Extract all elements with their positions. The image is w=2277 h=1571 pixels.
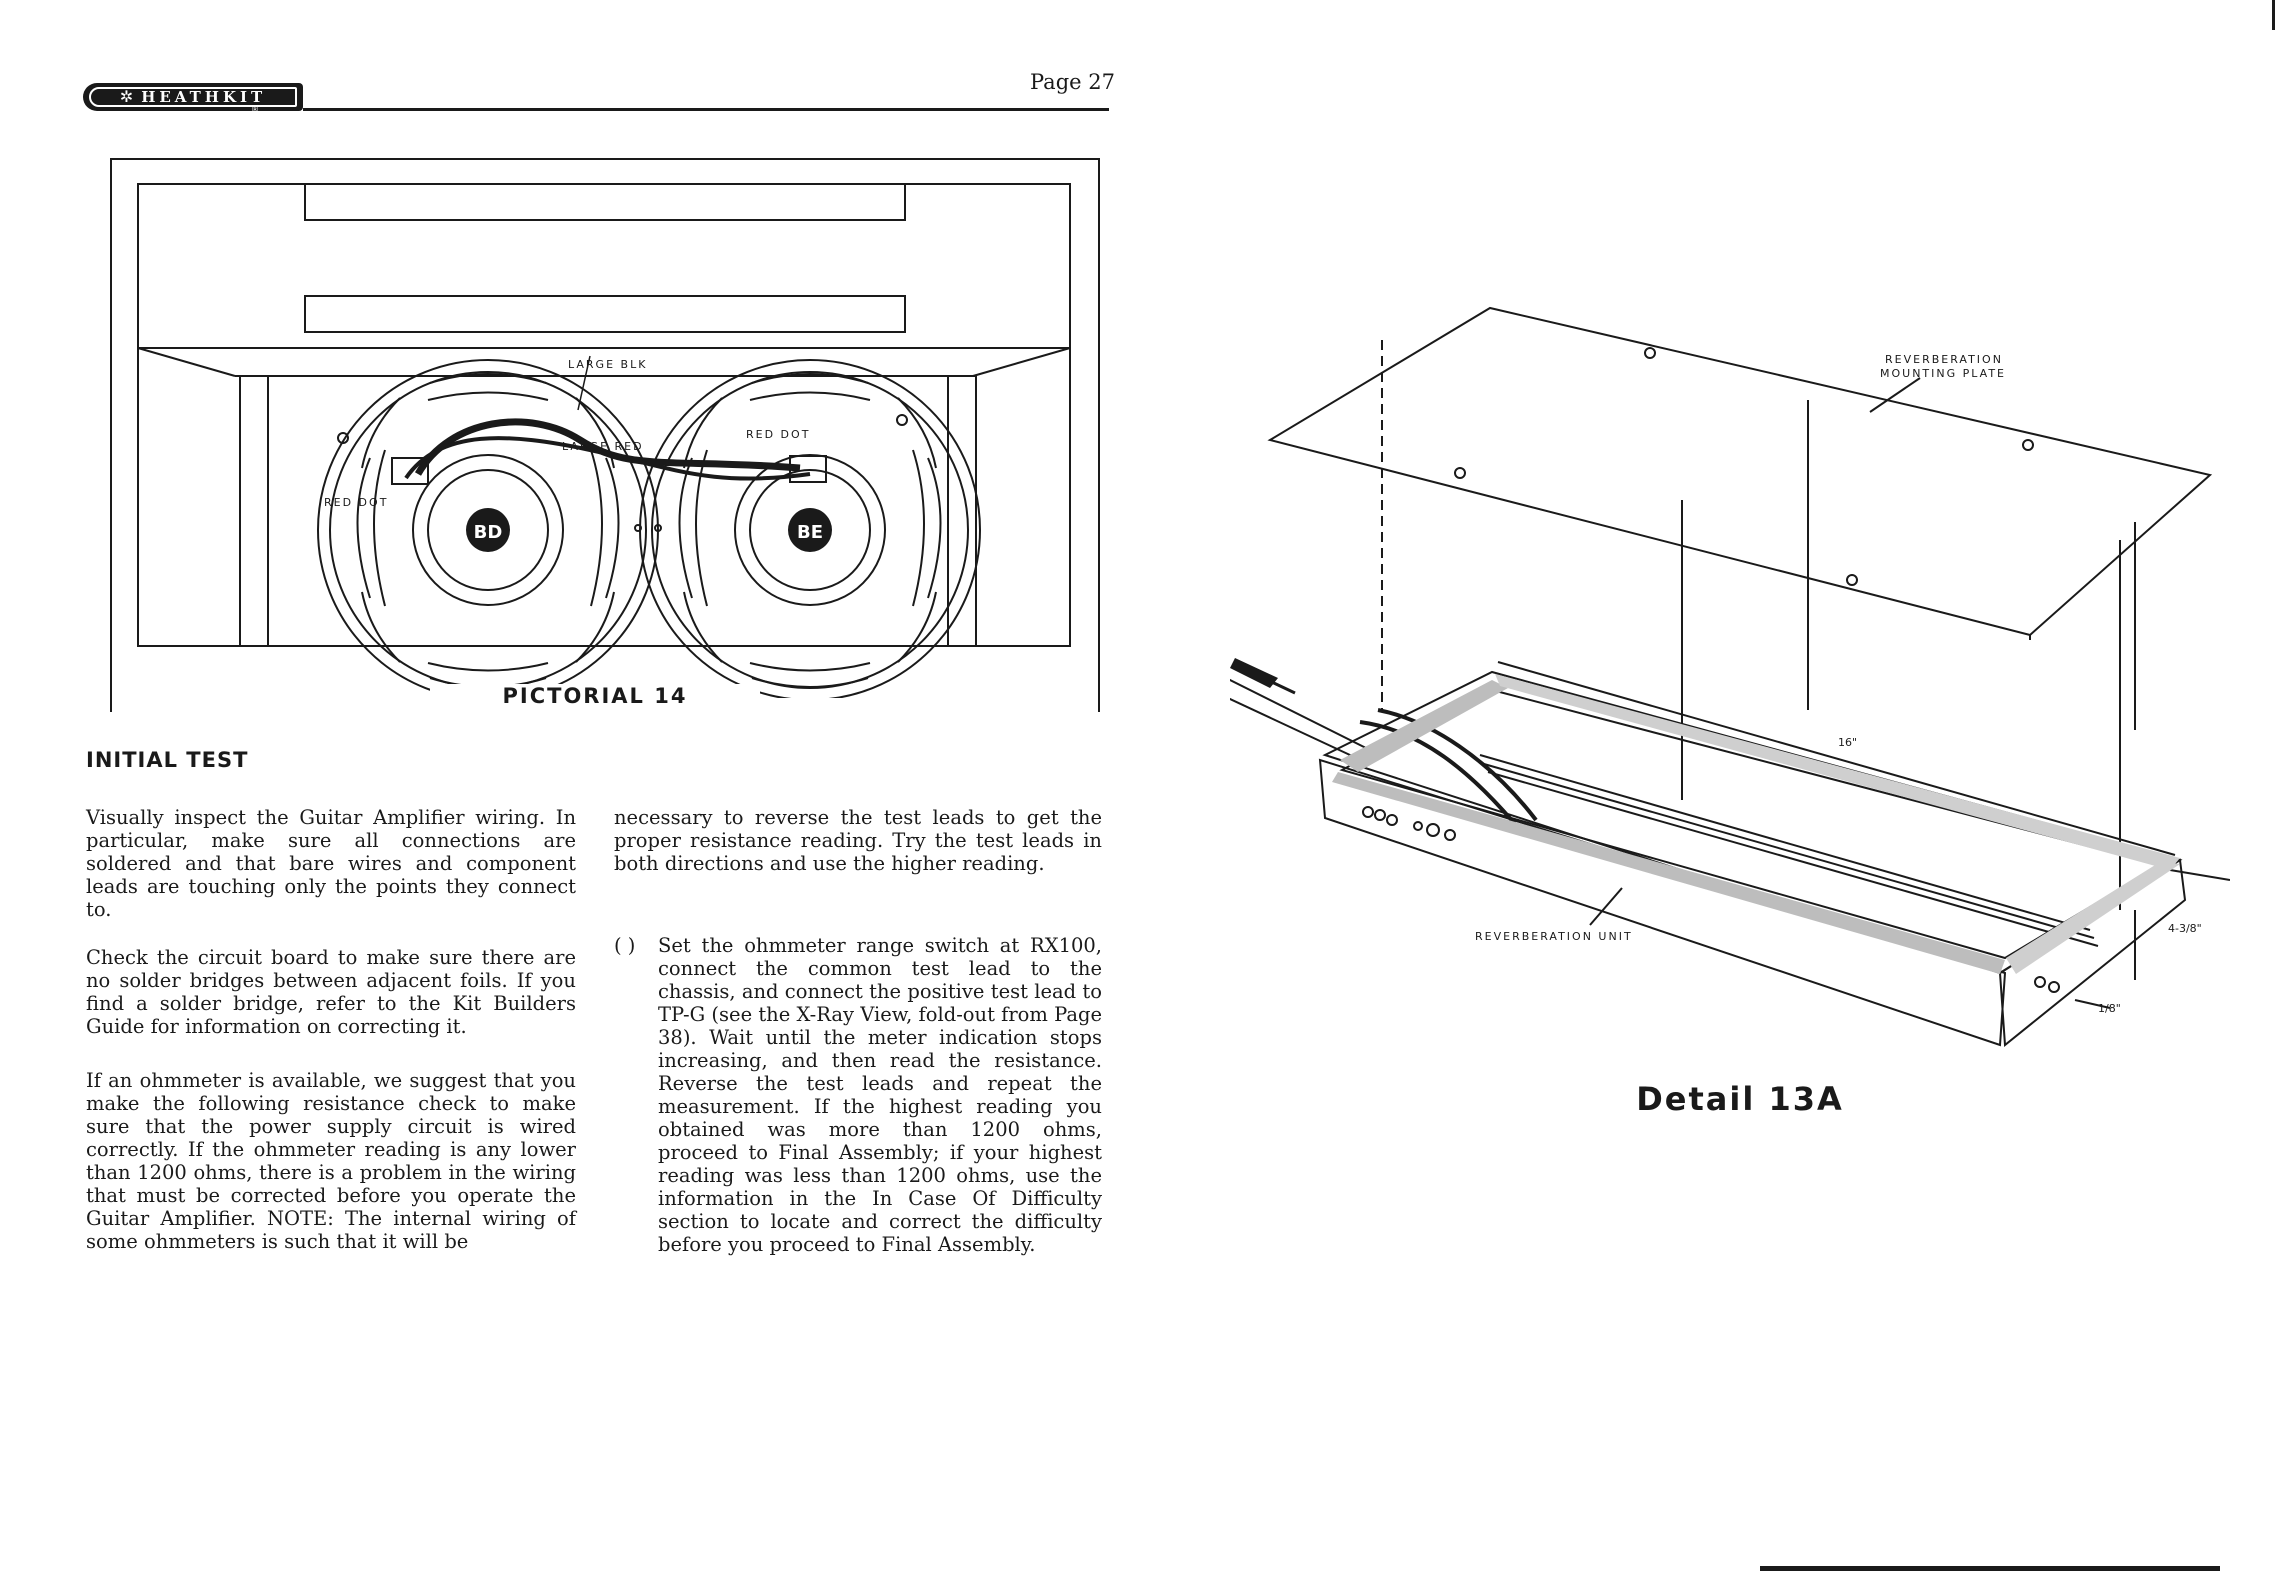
step-ohmmeter-test: Set the ohmmeter range switch at RX100, connect the common test lead to the chassis, and connect the positive test lead to TP-G (see the X-Ray View, fold-out from Page 38). Wait until the meter indication stops increasing, and then read the resistance. Reverse the test leads and repeat the measurement. If the highest reading you obtained was more than 1200 ohms, proceed to Final Assembly; if your highest reading was less than 1200 ohms, use the information in the In Case Of Difficulty section to locate and correct the difficulty before you proceed to Final Assembly. xyxy=(658,934,1102,1256)
pictorial-14-drawing xyxy=(110,158,1100,698)
mounting-plate xyxy=(1270,308,2210,635)
foam-back xyxy=(1495,674,2180,870)
top-panel xyxy=(305,184,905,220)
page-number: Page 27 xyxy=(1030,70,1115,94)
dim-16: 16" xyxy=(1838,736,1858,749)
scan-edge-mark xyxy=(2272,0,2275,30)
foam-front xyxy=(1332,772,2005,974)
paragraph-solder-bridges: Check the circuit board to make sure there are no solder bridges between adjacent foils. If you find a solder bridge, refer to the Kit Builders Guide for information on correcting it. xyxy=(86,946,576,1038)
paragraph-reverse-leads: necessary to reverse the test leads to get the proper resistance reading. Try the test leads in both directions and use the higher reading. xyxy=(614,806,1102,875)
label-red-dot-right: RED DOT xyxy=(746,428,811,441)
label-plate-line1: REVERBERATION xyxy=(1885,353,2003,366)
paragraph-ohmmeter: If an ohmmeter is available, we suggest that you make the following resistance check to make sure that the power supply circuit is wired correctly. If the ohmmeter reading is any lower than 1200 ohms, there is a problem in the wiring that must be corrected before you operate the Guitar Amplifier. NOTE: The internal wiring of some ohmmeters is such that it will be xyxy=(86,1069,576,1253)
foam-right xyxy=(2006,862,2180,974)
dim-4-3-8: 4-3/8" xyxy=(2168,922,2202,935)
cabinet-outline xyxy=(138,184,1070,646)
dim-1-8: 1/8" xyxy=(2098,1002,2121,1015)
header-rule xyxy=(303,108,1109,111)
label-red-dot-left: RED DOT xyxy=(324,496,389,509)
brand-name: HEATHKIT xyxy=(141,88,267,106)
left-post xyxy=(240,376,268,646)
speaker-left-logo: BD xyxy=(473,522,503,543)
detail-13a-drawing xyxy=(1230,290,2230,1070)
label-large-red: LARGE RED xyxy=(562,440,644,453)
speaker-right-logo: BE xyxy=(796,522,824,543)
scan-bottom-fragment xyxy=(1760,1566,2220,1571)
label-reverb-unit: REVERBERATION UNIT xyxy=(1475,930,1633,943)
heathkit-star-icon: ✲ xyxy=(119,89,134,106)
foam-left xyxy=(1340,680,1508,772)
heathkit-logo xyxy=(83,83,303,114)
detail-title: Detail 13A xyxy=(1636,1080,1844,1118)
pictorial-caption: PICTORIAL 14 xyxy=(430,684,760,708)
label-plate-line2: MOUNTING PLATE xyxy=(1880,367,2006,380)
brand-registered-mark: ® xyxy=(251,105,259,114)
section-heading: INITIAL TEST xyxy=(86,748,249,772)
step-checkbox[interactable]: ( ) xyxy=(614,934,636,957)
middle-panel xyxy=(305,296,905,332)
paragraph-inspect: Visually inspect the Guitar Amplifier wiring. In particular, make sure all connections are soldered and that bare wires and component leads are touching only the points they connect to. xyxy=(86,806,576,921)
label-large-blk: LARGE BLK xyxy=(568,358,648,371)
